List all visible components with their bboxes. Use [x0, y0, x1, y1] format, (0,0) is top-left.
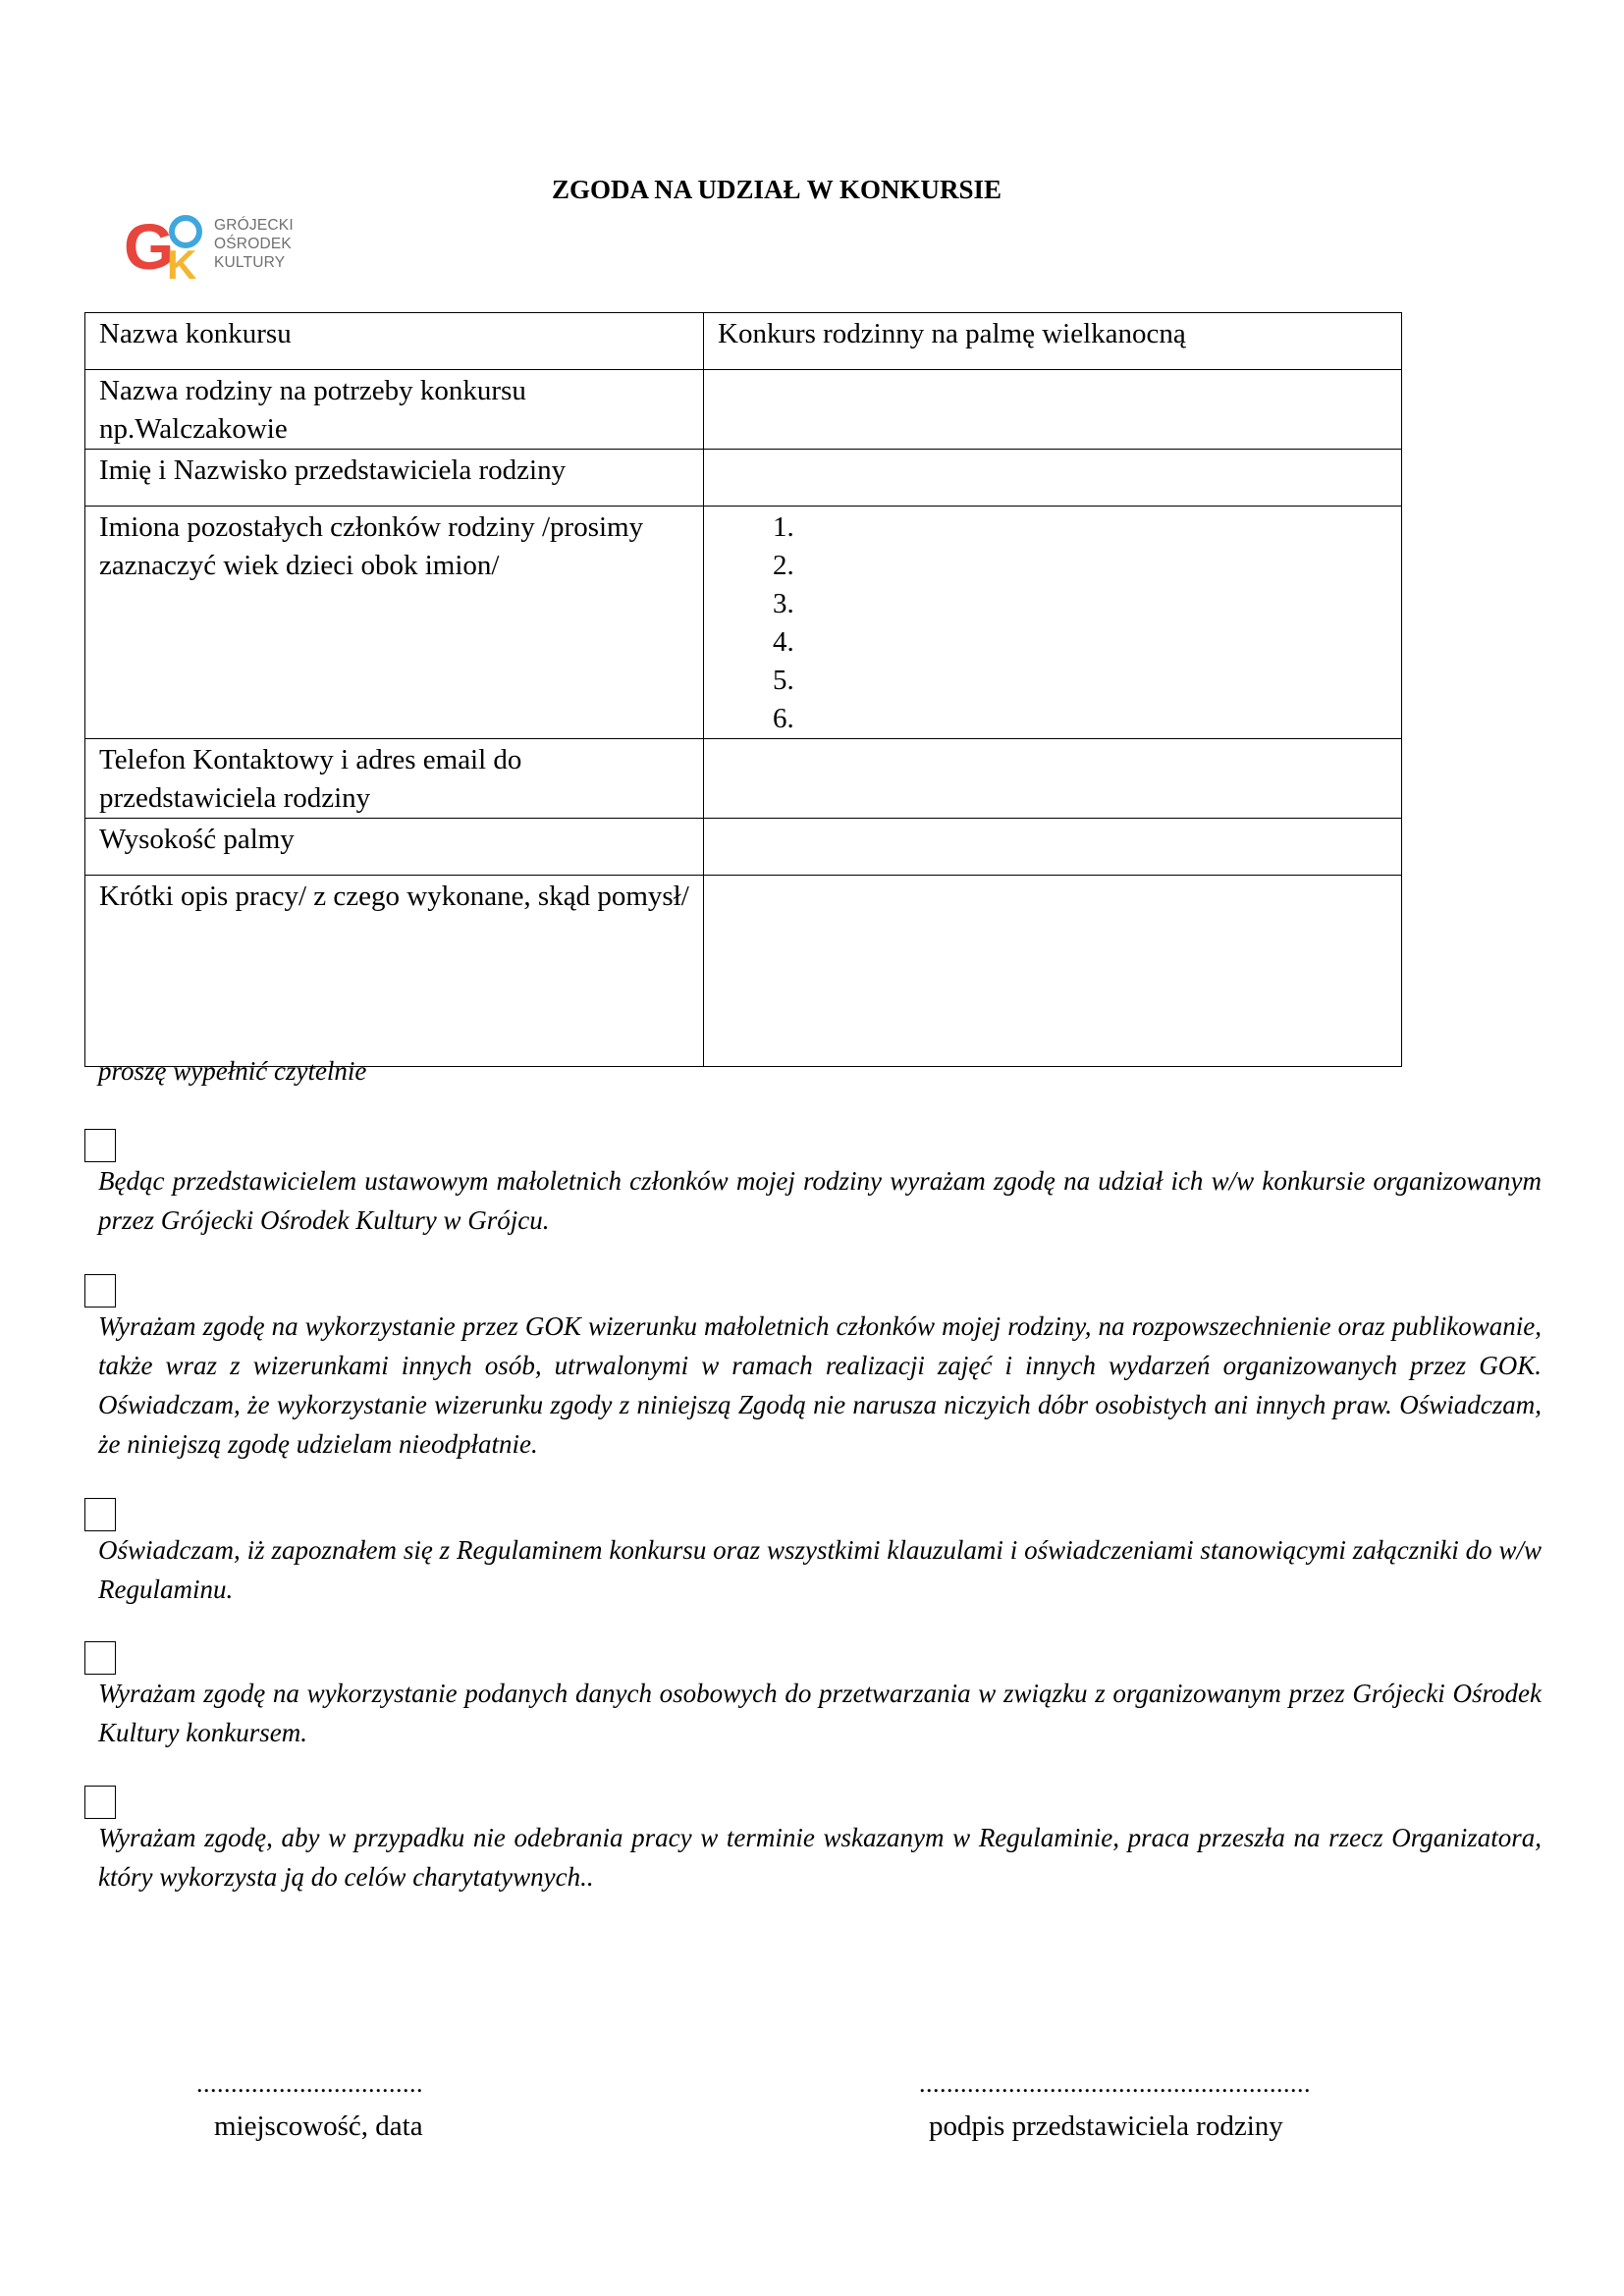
member-number: 6.: [773, 703, 794, 734]
member-number: 5.: [773, 665, 794, 696]
logo-line-3: KULTURY: [214, 254, 286, 271]
consent-checkbox-4[interactable]: [84, 1641, 116, 1675]
fill-legibly-note: proszę wypełnić czytelnie: [98, 1056, 367, 1086]
field-description[interactable]: [704, 876, 1402, 1067]
label-representative: Imię i Nazwisko przedstawiciela rodziny: [85, 450, 704, 507]
gok-logo-mark: [124, 214, 212, 281]
field-representative[interactable]: [704, 450, 1402, 507]
consent-checkbox-3[interactable]: [84, 1498, 116, 1531]
logo-line-2: OŚRODEK: [214, 236, 292, 252]
consent-text-1: Będąc przedstawicielem ustawowym małoletnich członków mojej rodziny wyrażam zgodę na udział ich w/w konkursie organizowanym przez Grójecki Ośrodek Kultury w Grójcu.: [98, 1166, 1542, 1235]
logo-letter-o: O: [179, 238, 180, 239]
signature-label: podpis przedstawiciela rodziny: [929, 2110, 1283, 2142]
label-contact: Telefon Kontaktowy i adres email do przedstawiciela rodziny: [85, 739, 704, 819]
member-number: 3.: [773, 588, 794, 619]
value-contest-name: Konkurs rodzinny na palmę wielkanocną: [704, 313, 1402, 370]
field-contact[interactable]: [704, 739, 1402, 819]
field-family-name[interactable]: [704, 370, 1402, 450]
signature-line[interactable]: .........................................................: [919, 2069, 1311, 2098]
table-row-palm-height: [85, 819, 1402, 876]
consent-text-4: Wyrażam zgodę na wykorzystanie podanych danych osobowych do przetwarzania w związku z organizowanym przez Grójecki Ośrodek Kultury konkursem.: [98, 1679, 1542, 1747]
table-row-family-members: [85, 507, 1402, 739]
logo-letter-k: K: [167, 241, 197, 281]
logo-line-1: GRÓJECKI: [214, 217, 294, 234]
place-date-label: miejscowość, data: [214, 2110, 423, 2142]
consent-text-3: Oświadczam, iż zapoznałem się z Regulaminem konkursu oraz wszystkimi klauzulami i oświadczeniami stanowiącymi załączniki do w/w Regulaminu.: [98, 1535, 1542, 1604]
field-palm-height[interactable]: [704, 819, 1402, 876]
member-number: 1.: [773, 511, 794, 543]
label-family-members: Imiona pozostałych członków rodziny /prosimy zaznaczyć wiek dzieci obok imion/: [85, 507, 704, 739]
logo-wordmark: [214, 216, 312, 272]
consent-checkbox-2[interactable]: [84, 1274, 116, 1308]
consent-checkbox-1[interactable]: [84, 1129, 116, 1162]
table-row-description: [85, 876, 1402, 1067]
label-description: Krótki opis pracy/ z czego wykonane, skąd pomysł/: [85, 876, 704, 1067]
member-number: 4.: [773, 626, 794, 658]
table-row-representative: [85, 450, 1402, 507]
member-number-list: [718, 508, 1387, 738]
logo-letter-g: G: [124, 214, 175, 281]
table-row-contact: [85, 739, 1402, 819]
consent-checkbox-5[interactable]: [84, 1786, 116, 1819]
field-family-members[interactable]: [704, 507, 1402, 739]
consent-text-2: Wyrażam zgodę na wykorzystanie przez GOK wizerunku małoletnich członków mojej rodziny, na rozpowszechnienie oraz publikowanie, także wraz z wizerunkami innych osób, utrwalonymi w ramach realizacji zajęć i innych wydarzeń organizowanych przez GOK. Oświadczam, że wykorzystanie wizerunku zgody z niniejszą Zgodą nie narusza niczyich dóbr osobistych ani innych praw. Oświadczam, że niniejszą zgodę udzielam nieodpłatnie.: [98, 1311, 1542, 1459]
gok-logo: [124, 214, 310, 281]
consent-text-5: Wyrażam zgodę, aby w przypadku nie odebrania pracy w terminie wskazanym w Regulaminie, praca przeszła na rzecz Organizatora, który wykorzysta ją do celów charytatywnych..: [98, 1823, 1542, 1892]
label-contest-name: Nazwa konkursu: [85, 313, 704, 370]
document-title: ZGODA NA UDZIAŁ W KONKURSIE: [551, 175, 1002, 204]
table-row-family-name: [85, 370, 1402, 450]
place-date-line[interactable]: .................................: [196, 2069, 423, 2098]
contest-form-table: [84, 312, 1402, 1067]
label-palm-height: Wysokość palmy: [85, 819, 704, 876]
label-family-name: Nazwa rodziny na potrzeby konkursu np.Walczakowie: [85, 370, 704, 450]
table-row-contest-name: [85, 313, 1402, 370]
member-number: 2.: [773, 550, 794, 581]
